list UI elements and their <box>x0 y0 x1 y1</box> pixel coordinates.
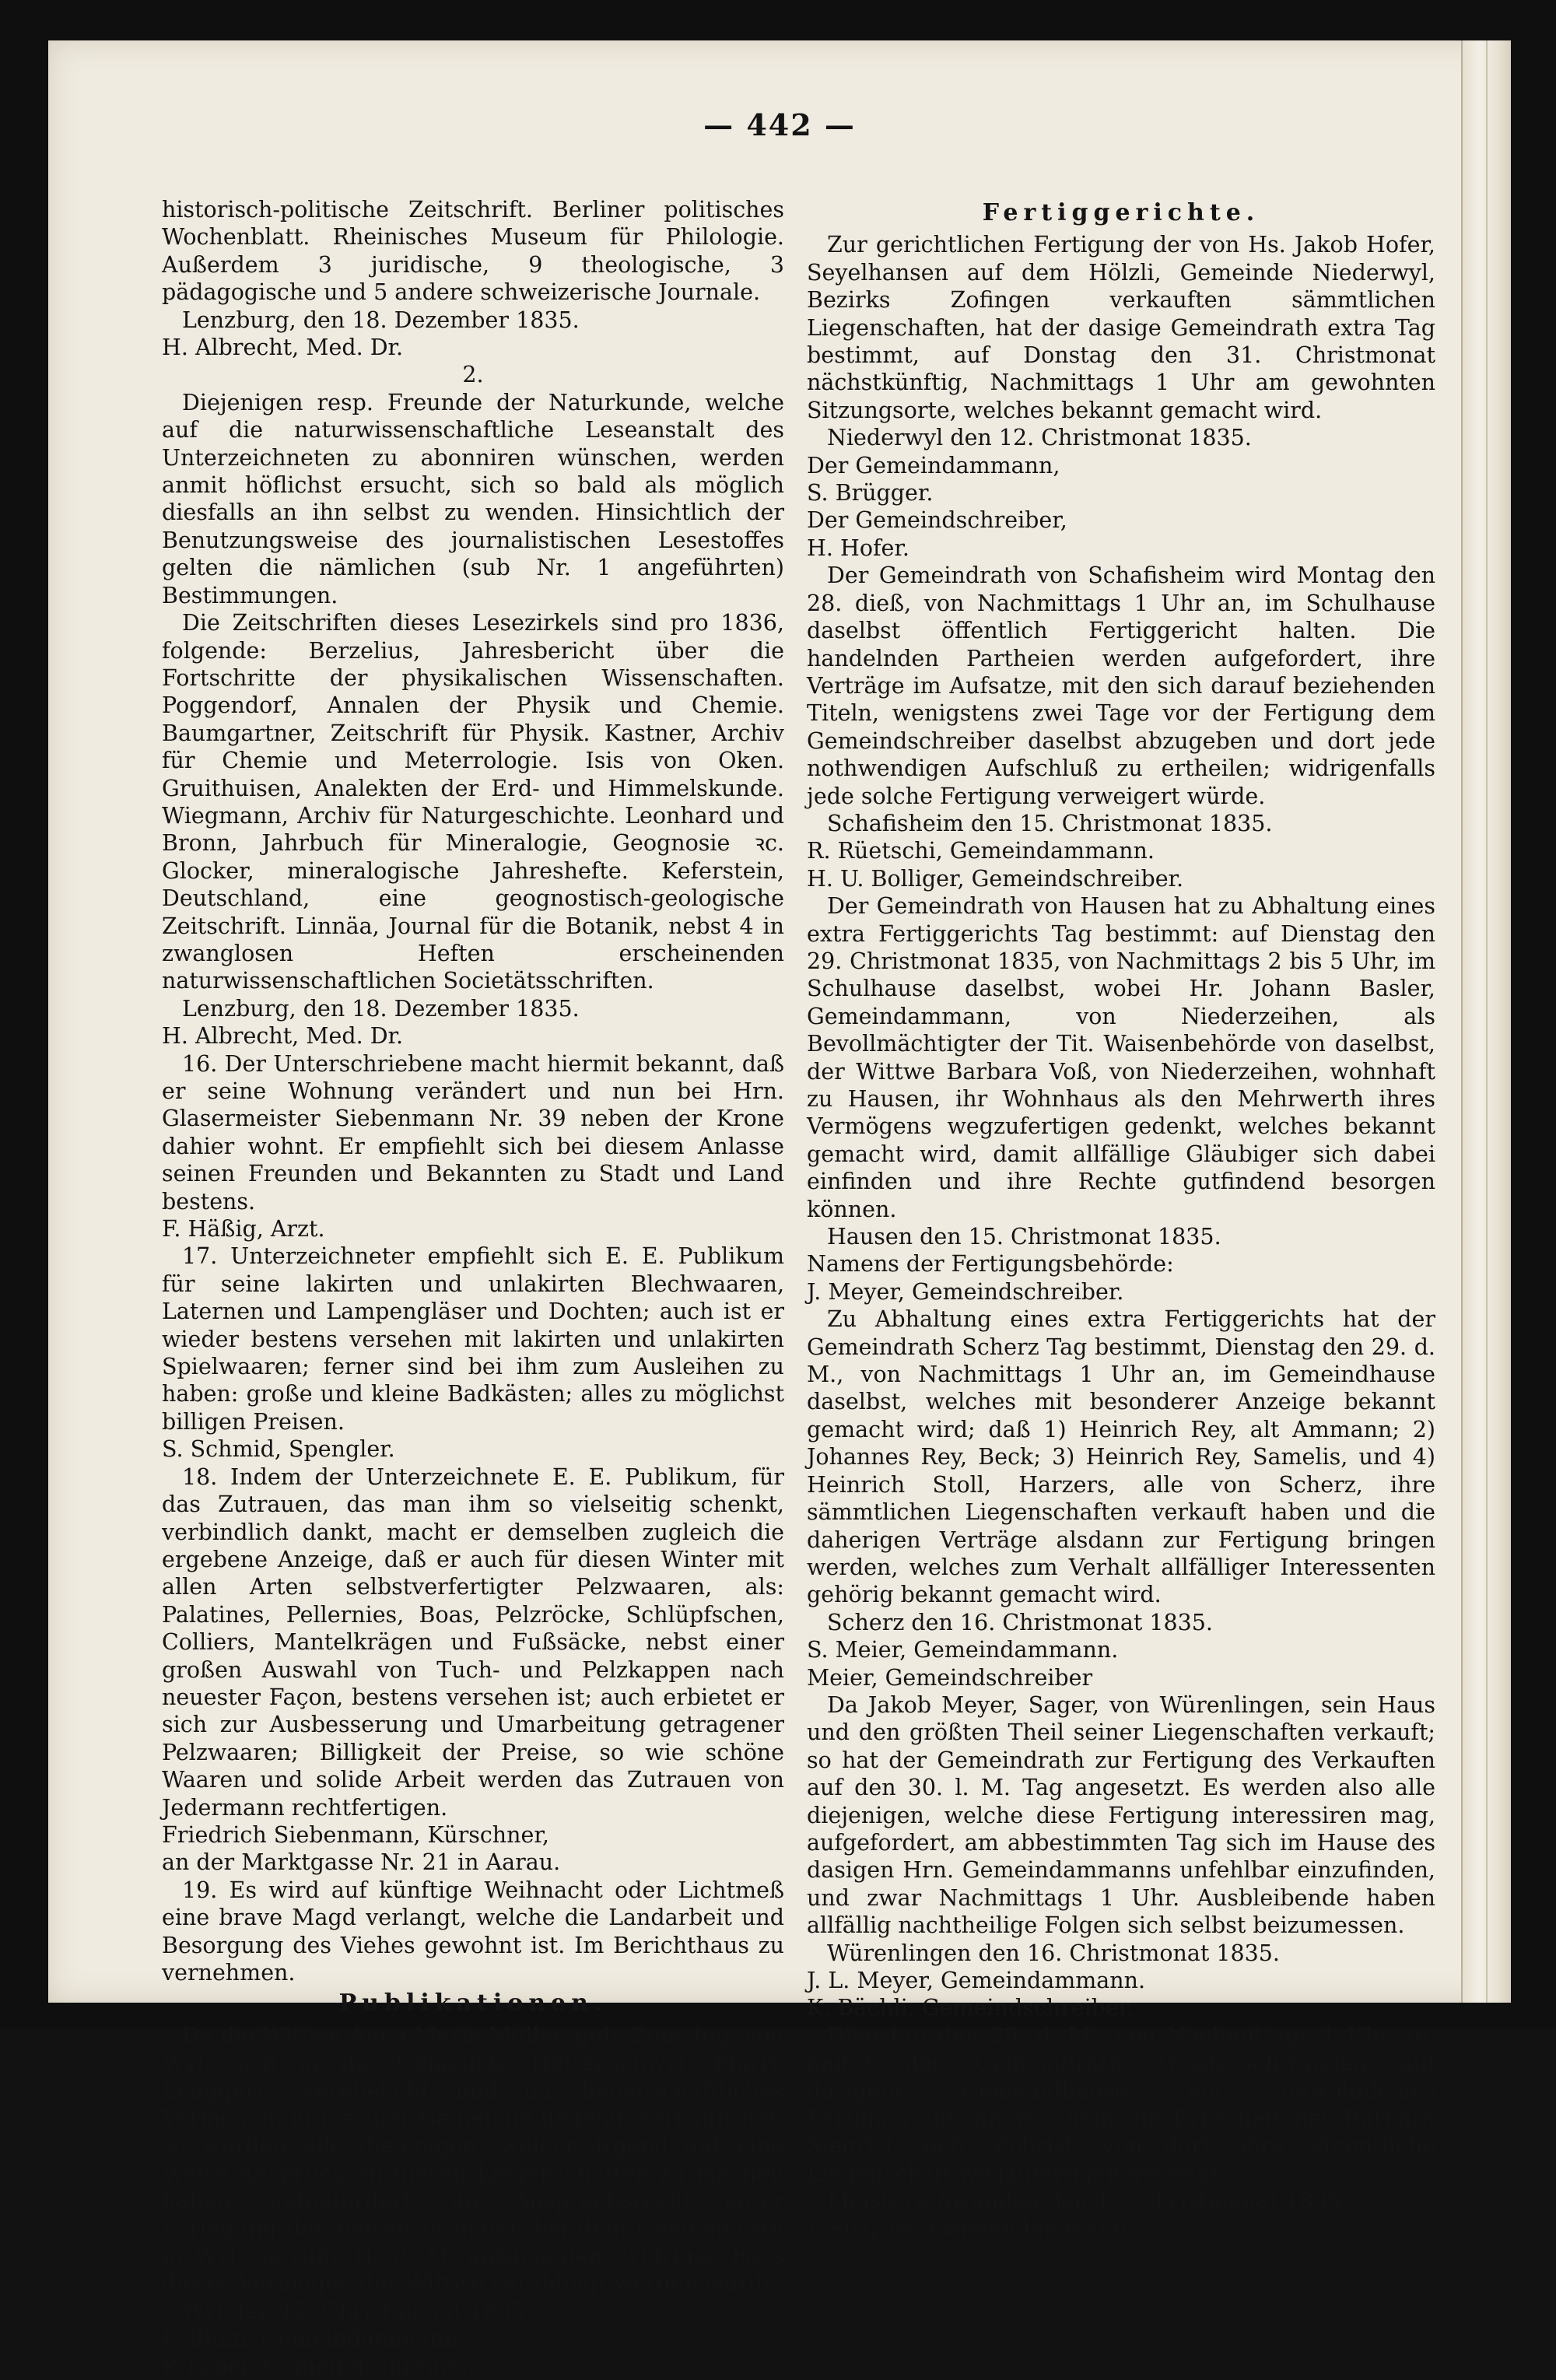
right-signature: J. Meyer, Gemeindschreiber. <box>807 1278 1124 1305</box>
left-paragraph: Die Zeitschriften dieses Lesezirkels sind pro 1836, folgende: Berzelius, Jahresbericht über die Fortschritte der physikalischen Wissenschaften. Poggendorf, Annalen der Physik und Chemie. Baumgartner, Zeitschrift für Physik. Kastner, Archiv für Chemie und Meterrologie. Isis von Oken. Gruithuisen, Analekten der Erd- und Himmelskunde. Wiegmann, Archiv für Naturgeschichte. Leonhard und Bronn, Jahrbuch für Mineralogie, Geognosie ꝛc. Glocker, mineralogische Jahreshefte. Keferstein, Deutschland, eine geognostisch-geologische Zeitschrift. Linnäa, Journal für die Botanik, nebst 4 in zwanglosen Heften erscheinenden naturwissenschaftlichen Societätsschriften. <box>162 610 784 994</box>
right-signature: Namens der Fertigungsbehörde: <box>807 1251 1174 1278</box>
left-signature: H. Albrecht, Med. Dr. <box>162 1023 404 1050</box>
right-dateline: Würenlingen den 16. Christmonat 1835. <box>827 1940 1280 1966</box>
left-column <box>162 196 784 2380</box>
left-signature: Friedrich Siebenmann, Kürschner, <box>162 1821 549 1848</box>
right-paragraph: Da Jakob Meyer, Sager, von Würenlingen, sein Haus und den größten Theil seiner Liegenschaften verkauft; so hat der Gemeindrath zur Fertigung des Verkauften auf den 30. l. M. Tag angesetzt. Es werden also alle diejenigen, welche diese Fertigung interessiren mag, aufgefordert, am abbestimmten Tag sich im Hause des dasigen Hrn. Gemeindammanns unfehlbar einzufinden, und zwar Nachmittags 1 Uhr. Ausbleibende haben allfällig nachtheilige Folgen sich selbst beizumessen. <box>807 1691 1435 1939</box>
right-paragraph: Dienstag den 29. d. M., von Nachmittags 1 Uhr an, haltet der Gemeindrath Meisterschwanden auf dasigem Gemeindhause ein gewöhnliches Fertiggericht, an welchem die Erbschaft der Barbara Siegrist, geb. Zobrist, von dort, ihre sämmtliche Liegenschaft wegzufertigen gedenkt. <box>807 2022 1435 2186</box>
right-dateline: Niederwyl den 12. Christmonat 1835. <box>827 425 1252 451</box>
right-signature: Der Gemeindammann, <box>807 452 1060 478</box>
left-paragraph: historisch-politische Zeitschrift. Berliner politisches Wochenblatt. Rheinisches Museum für Philologie. Außerdem 3 juridische, 9 theologische, 3 pädagogische und 5 andere schweizerische Journale. <box>162 197 784 306</box>
right-paragraph: Zu Abhaltung eines extra Fertiggerichts hat der Gemeindrath Scherz Tag bestimmt, Dienstag den 29. d. M., von Nachmittags 1 Uhr an, im Gemeindhause daselbst, welches mit besonderer Anzeige bekannt gemacht wird; daß 1) Heinrich Rey, alt Ammann; 2) Johannes Rey, Beck; 3) Heinrich Rey, Samelis, und 4) Heinrich Stoll, Harzers, alle von Scherz, ihre sämmtlichen Liegenschaften verkauft haben und die daherigen Verträge alsdann zur Fertigung bringen werden, welches zum Verhalt allfälliger Interessenten gehörig bekannt gemacht wird. <box>807 1306 1435 1608</box>
right-paragraph: Zur gerichtlichen Fertigung der von Hs. Jakob Hofer, Seyelhansen auf dem Hölzli, Gemeinde Niederwyl, Bezirks Zofingen verkauften sämmtlichen Liegenschaften, hat der dasige Gemeindrath extra Tag bestimmt, auf Donstag den 31. Christmonat nächstkünftig, Nachmittags 1 Uhr am gewohnten Sitzungsorte, welches bekannt gemacht wird. <box>807 232 1435 423</box>
right-signature: Der Gemeindschreiber, <box>807 507 1067 534</box>
left-section-number: 2. <box>462 362 484 388</box>
left-signature: S. Schmid, Spengler. <box>162 1436 395 1463</box>
left-signature: P. Leber, Gemeindschreiber. <box>162 2353 476 2379</box>
right-dateline: Meisterschwanden den 17. Christmonat 1835. <box>827 2188 1349 2214</box>
left-signature: an der Marktgasse Nr. 21 in Aarau. <box>162 1849 561 1876</box>
left-paragraph: 17. Unterzeichneter empfiehlt sich E. E. Publikum für seine lakirten und unlakirten Blechwaaren, Laternen und Lampengläser und Dochten; auch ist er wieder bestens versehen mit lakirten und unlakirten Spielwaaren; ferner sind bei ihm zum Ausleihen zu haben: große und kleine Badkästen; alles zu möglichst billigen Preisen. <box>162 1243 784 1435</box>
right-signature: H. U. Bolliger, Gemeindschreiber. <box>807 865 1184 892</box>
left-paragraph: Diejenigen resp. Freunde der Naturkunde, welche auf die naturwissenschaftliche Leseanstalt des Unterzeichneten zu abonniren wünschen, werden anmit höflichst ersucht, sich so bald als möglich diesfalls an ihn selbst zu wenden. Hinsichtlich der Benutzungsweise des journalistischen Lesestoffes gelten die nämlichen (sub Nr. 1 angeführten) Bestimmungen. <box>162 389 784 608</box>
right-dateline: Scherz den 16. Christmonat 1835. <box>827 1609 1213 1635</box>
right-dateline: Hausen den 15. Christmonat 1835. <box>827 1224 1221 1250</box>
left-signature: H. Albrecht, Med. Dr. <box>162 335 404 361</box>
right-signature: J. Siegrist, Gemeindammann. <box>807 2215 1135 2242</box>
right-dateline: Schafisheim den 15. Christmonat 1835. <box>827 810 1273 836</box>
right-section-heading: Fertiggerichte. <box>982 199 1260 226</box>
right-signature: S. Meier, Gemeindammann. <box>807 1637 1119 1663</box>
left-paragraph: Da die Wittwe Anna Maria Müller, geb. Zumsteg, von Wyl, sich in die Gemeinde Hettenschwyl, Pfarre Leuggern, verehelicht und ihr liegenschaftliches Vermögen, in hiesiger Gemeinde liegend, verkauft hat, so werden alle diejenigen, welche irgend auf eine Weise Anspruch an diesen Liegenschaften zu machen haben, aufgefordert, ihr Anspruchsrecht unter Vorlegung der Beweisurkunden bei dem Gemeindrath in Wyl bis zum 31. d. M. anzumelden; widrigen Falls dieses Vermögen der Wittwe verabfolgt werden würde. <box>162 2022 784 2297</box>
left-dateline: Wyl den 12. Christmonat 1835. <box>182 2298 533 2324</box>
left-dateline: Lenzburg, den 18. Dezember 1835. <box>182 307 580 333</box>
left-dateline: Lenzburg, den 18. Dezember 1835. <box>182 995 580 1022</box>
left-section-heading: Publikationen. <box>338 1989 608 2017</box>
left-signature: F. Häßig, Arzt. <box>162 1216 325 1243</box>
right-signature: R. Rüetschi, Gemeindammann. <box>807 838 1155 864</box>
right-signature: J. L. Meyer, Gemeindammann. <box>807 1968 1146 1993</box>
newspaper-page <box>48 40 1511 2379</box>
left-paragraph: 19. Es wird auf künftige Weihnacht oder Lichtmeß eine brave Magd verlangt, welche die Landarbeit und Besorgung des Viehes gewohnt ist. Im Berichthaus zu vernehmen. <box>162 1877 784 1986</box>
right-column <box>807 196 1435 2242</box>
left-paragraph: 16. Der Unterschriebene macht hiermit bekannt, daß er seine Wohnung verändert und nun bei Hrn. Glasermeister Siebenmann Nr. 39 neben der Krone dahier wohnt. Er empfiehlt sich bei diesem Anlasse seinen Freunden und Bekannten zu Stadt und Land bestens. <box>162 1050 784 1215</box>
right-signature: H. Hofer. <box>807 535 909 561</box>
right-signature: S. Brügger. <box>807 480 934 506</box>
right-paragraph: Der Gemeindrath von Schafisheim wird Montag den 28. dieß, von Nachmittags 1 Uhr an, im Schulhause daselbst öffentlich Fertiggericht halten. Die handelnden Partheien werden aufgefordert, ihre Verträge im Aufsatze, mit den sich darauf beziehenden Titeln, wenigstens zwei Tage vor der Fertigung dem Gemeindschreiber daselbst abzugeben und dort jede nothwendigen Aufschluß zu ertheilen; widrigenfalls jede solche Fertigung verweigert würde. <box>807 563 1435 809</box>
page-edge-fold <box>1486 40 1488 2003</box>
left-signature: F. Blum, Gemeindammann. <box>162 2326 466 2352</box>
left-paragraph: 18. Indem der Unterzeichnete E. E. Publikum, für das Zutrauen, das man ihm so vielseitig schenkt, verbindlich dankt, macht er demselben zugleich die ergebene Anzeige, daß er auch für diesen Winter mit allen Arten selbstverfertigter Pelzwaaren, als: Palatines, Pellernies, Boas, Pelzröcke, Schlüpfschen, Colliers, Mantelkrägen und Fußsäcke, nebst einer großen Auswahl von Tuch- und Pelzkappen nach neuester Façon, bestens versehen ist; auch erbietet er sich zur Ausbesserung und Umarbeitung getragener Pelzwaaren; Billigkeit der Preise, so wie schöne Waaren und solide Arbeit werden das Zutrauen von Jedermann rechtfertigen. <box>162 1463 784 1821</box>
right-paragraph: Der Gemeindrath von Hausen hat zu Abhaltung eines extra Fertiggerichts Tag bestimmt: auf Dienstag den 29. Christmonat 1835, von Nachmittags 2 bis 5 Uhr, im Schulhause daselbst, wobei Hr. Johann Basler, Gemeindammann, von Niederzeihen, als Bevollmächtigter der Tit. Waisenbehörde von daselbst, der Wittwe Barbara Voß, von Niederzeihen, wohnhaft zu Hausen, ihr Wohnhaus als den Mehrwerth ihres Vermögens wegzufertigen gedenkt, welches bekannt gemacht wird, damit allfällige Gläubiger sich dabei einfinden und ihre Rechte gutfindend besorgen können. <box>807 893 1435 1222</box>
right-signature: K. Bächli, Gemeindschreiber. <box>807 1995 1134 2021</box>
right-signature: Meier, Gemeindschreiber <box>807 1664 1093 1691</box>
page-number: — 442 — <box>703 107 856 142</box>
